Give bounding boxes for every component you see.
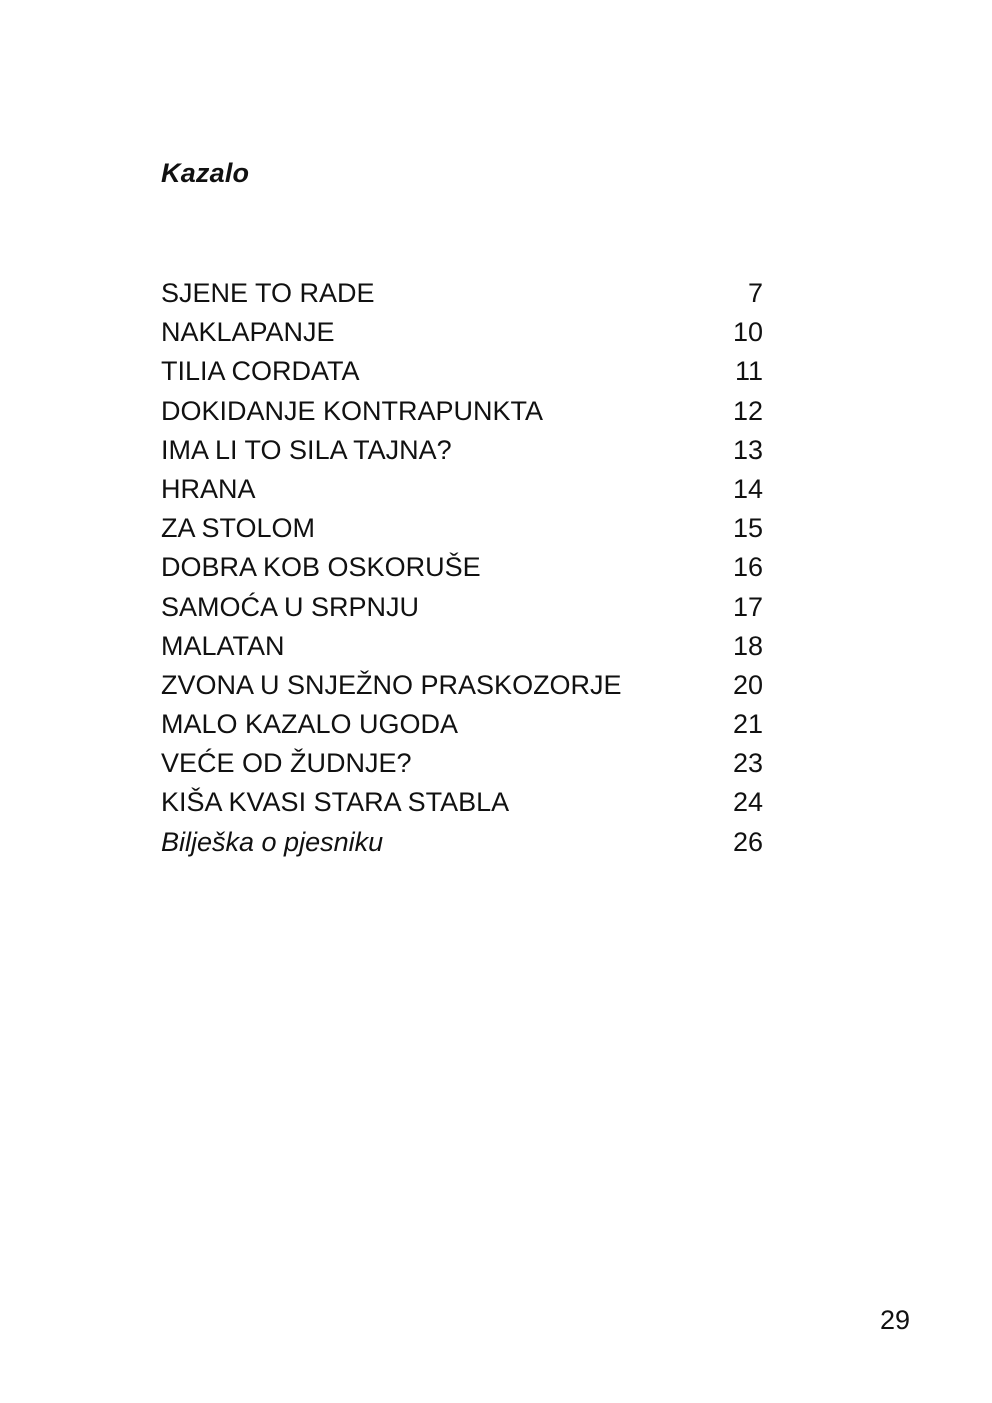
table-of-contents [161,274,771,862]
toc-entry-title: SJENE TO RADE [161,278,375,308]
toc-entry [161,431,771,470]
toc-entry-page: 15 [732,513,763,544]
toc-entry-page: 21 [732,709,763,740]
toc-entry [161,744,771,783]
toc-entry-title: TILIA CORDATA [161,356,360,387]
toc-entry [161,823,771,862]
toc-entry-page: 18 [732,630,763,661]
toc-entry [161,392,771,431]
toc-entry-title: NAKLAPANJE [161,317,335,348]
toc-entry-page: 16 [732,552,763,583]
toc-entry-page: 11 [734,356,763,387]
toc-entry-page: 20 [732,669,763,700]
toc-entry-title: HRANA [161,473,256,504]
toc-entry [161,666,771,705]
toc-entry [161,783,771,822]
toc-entry-page: 14 [732,473,763,504]
toc-entry [161,313,771,352]
toc-entry-title: DOKIDANJE KONTRAPUNKTA [161,395,544,426]
toc-entry-title: MALATAN [161,630,285,661]
toc-entry [161,705,771,744]
toc-entry [161,470,771,509]
page-title: Kazalo [161,158,250,188]
toc-entry-title: ZVONA U SNJEŽNO PRASKOZORJE [161,669,622,700]
toc-entry-page: 7 [747,278,763,308]
toc-entry [161,588,771,627]
toc-entry-title: Bilješka o pjesniku [161,826,384,857]
toc-entry [161,627,771,666]
toc-entry-page: 26 [732,826,763,857]
toc-entry-page: 24 [732,787,763,818]
toc-entry-page: 17 [732,591,763,622]
toc-entry-title: SAMOĆA U SRPNJU [161,591,420,622]
toc-entry-page: 10 [732,317,763,348]
toc-entry [161,509,771,548]
toc-entry-page: 13 [732,434,763,465]
toc-entry-page: 12 [732,395,763,426]
toc-entry-title: ZA STOLOM [161,513,316,544]
page-number: 29 [880,1305,911,1335]
toc-entry [161,274,771,313]
toc-entry-title: IMA LI TO SILA TAJNA? [161,434,452,465]
toc-entry-page: 23 [732,748,763,779]
toc-entry-title: DOBRA KOB OSKORUŠE [161,552,481,583]
toc-entry-title: VEĆE OD ŽUDNJE? [161,748,412,779]
toc-entry-title: MALO KAZALO UGODA [161,709,459,740]
toc-entry [161,548,771,587]
toc-entry [161,352,771,391]
toc-entry-title: KIŠA KVASI STARA STABLA [161,787,510,818]
